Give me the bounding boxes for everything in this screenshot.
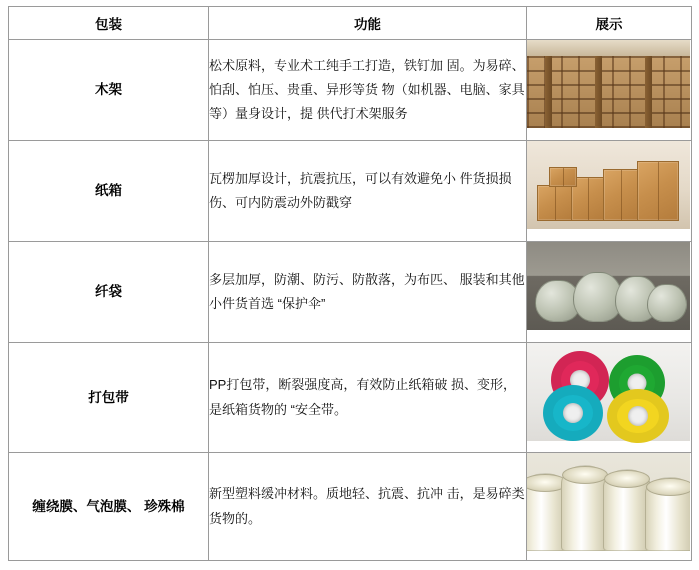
wooden-crate-illustration	[527, 40, 690, 128]
table-row	[9, 242, 692, 343]
row-image-cell-stretch-film	[527, 453, 692, 561]
woven-bags-illustration	[527, 242, 690, 330]
carton-box	[537, 185, 573, 221]
crate-post	[595, 56, 602, 128]
table-header-row	[9, 7, 692, 40]
carton-box	[549, 167, 577, 187]
carton-box	[603, 169, 639, 221]
row-name-woven-bag: 纤袋	[9, 242, 209, 343]
row-desc-wooden-crate: 松术原料，专业术工纯手工打造，铁钉加 固。为易碎、怕刮、怕压、贵重、异形等货 物（如机器、电脑、家具等）量身设计，提 供代打术架服务	[209, 40, 527, 141]
row-desc-strapping: PP打包带，断裂强度高，有效防止纸箱破 损、变形，是纸箱货物的 “安全带。	[209, 343, 527, 453]
strapping-reel-blue	[543, 385, 603, 441]
strapping-reel-yellow	[607, 389, 669, 443]
row-image-cell-carton	[527, 141, 692, 242]
strapping-reels-illustration	[527, 343, 690, 441]
row-desc-carton: 瓦楞加厚设计，抗震抗压，可以有效避免小 件货损损伤、可内防震动外防戳穿	[209, 141, 527, 242]
row-name-carton: 纸箱	[9, 141, 209, 242]
table-row	[9, 40, 692, 141]
column-header-function: 功能	[209, 7, 527, 40]
carton-box	[637, 161, 679, 221]
row-name-wooden-crate: 木架	[9, 40, 209, 141]
row-desc-woven-bag: 多层加厚，防潮、防污、防散落，为布匹、 服装和其他小件货首选 “保护伞”	[209, 242, 527, 343]
column-header-display: 展示	[527, 7, 692, 40]
stretch-film-rolls-photo	[527, 453, 690, 560]
film-roll	[561, 465, 609, 551]
row-image-cell-wooden-crate	[527, 40, 692, 141]
strapping-reels-photo	[527, 343, 690, 452]
woven-bag	[647, 284, 687, 322]
crate-post	[545, 56, 552, 128]
film-roll	[603, 469, 651, 551]
packaging-table	[8, 6, 692, 561]
row-image-cell-woven-bag	[527, 242, 692, 343]
table-row	[9, 453, 692, 561]
table-row	[9, 343, 692, 453]
table-body	[9, 40, 692, 561]
film-roll-cap	[646, 478, 690, 496]
carton-boxes-photo	[527, 141, 690, 241]
row-image-cell-strapping	[527, 343, 692, 453]
column-header-packaging: 包装	[9, 7, 209, 40]
film-roll-cap	[604, 470, 650, 488]
crate-post	[645, 56, 652, 128]
row-name-stretch-film: 缠绕膜、气泡膜、 珍殊棉	[9, 453, 209, 561]
reel-hole	[628, 406, 648, 426]
row-desc-stretch-film: 新型塑料缓冲材料。质地轻、抗震、抗冲 击，是易碎类货物的。	[209, 453, 527, 561]
row-name-strapping: 打包带	[9, 343, 209, 453]
table-row	[9, 141, 692, 242]
carton-boxes-illustration	[527, 141, 690, 229]
woven-bags-photo	[527, 242, 690, 342]
film-roll	[645, 477, 690, 551]
film-roll-cap	[562, 466, 608, 484]
stretch-film-rolls-illustration	[527, 453, 690, 551]
wooden-crate-photo	[527, 40, 690, 140]
reel-hole	[563, 403, 583, 423]
table-header	[9, 7, 692, 40]
